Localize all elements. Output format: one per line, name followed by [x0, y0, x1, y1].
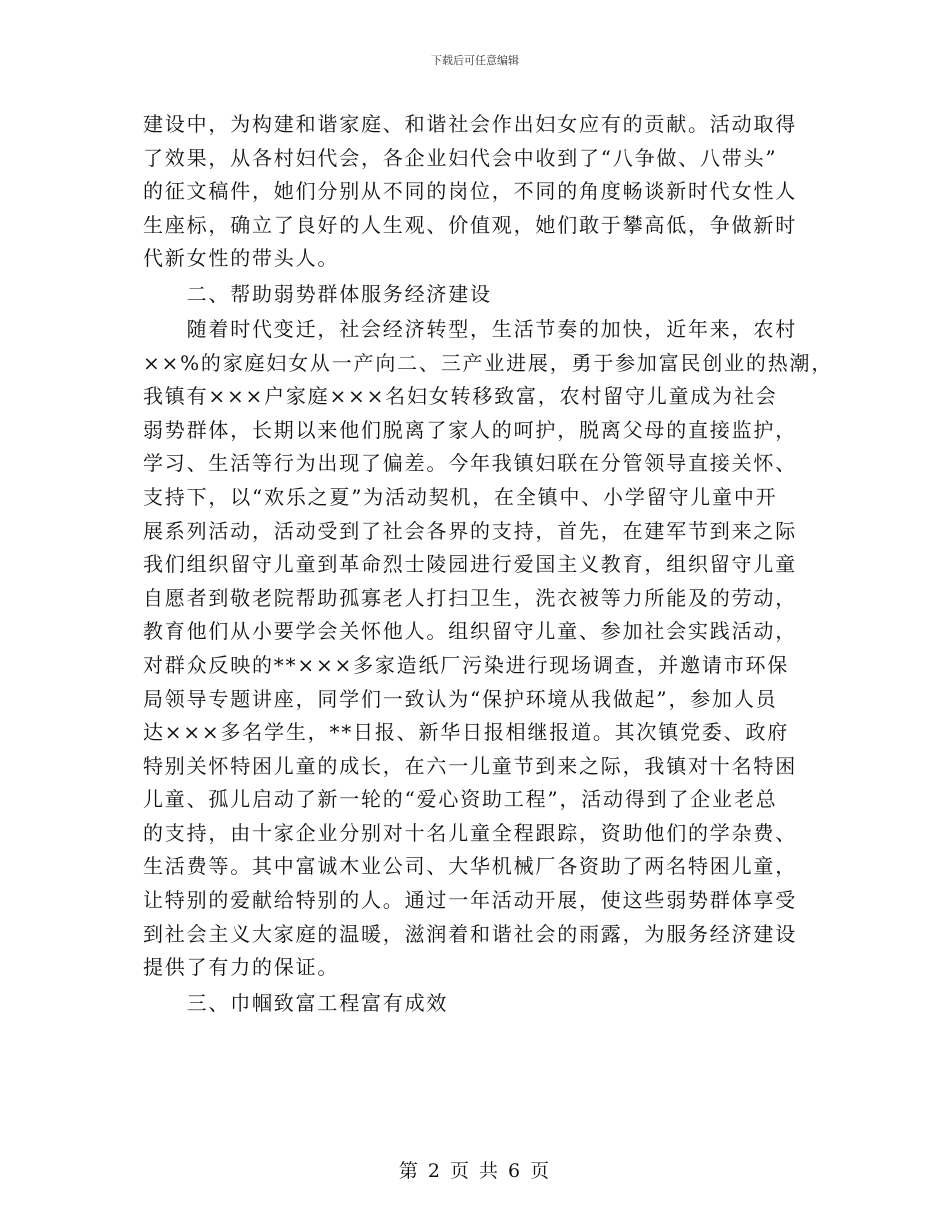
section-heading: 二、帮助弱势群体服务经济建设	[143, 281, 492, 306]
body-line: 建设中，为构建和谐家庭、和谐社会作出妇女应有的贡献。活动取得	[143, 112, 797, 136]
document-body	[143, 108, 834, 1022]
body-line: 随着时代变迁，社会经济转型，生活节奏的加快，近年来，农村	[143, 316, 797, 341]
body-line: 我镇有×××户家庭×××名妇女转移致富，农村留守儿童成为社会	[143, 384, 778, 409]
body-line: 让特别的爱献给特别的人。通过一年活动开展，使这些弱势群体享受	[143, 888, 797, 913]
body-line: 达×××多名学生，**日报、新华日报相继报道。其次镇党委、政府	[143, 720, 790, 745]
body-line: 弱势群体，长期以来他们脱离了家人的呵护，脱离父母的直接监护，	[143, 417, 797, 442]
body-line: 儿童、孤儿启动了新一轮的“爱心资助工程”，活动得到了企业老总	[143, 787, 778, 812]
body-line: 局领导专题讲座，同学们一致认为“保护环境从我做起”，参加人员	[143, 686, 778, 711]
body-line: 的征文稿件，她们分别从不同的岗位，不同的角度畅谈新时代女性人	[143, 179, 797, 204]
body-line: 提供了有力的保证。	[143, 955, 340, 980]
body-line: ××%的家庭妇女从一产向二、三产业进展，勇于参加富民创业的热潮，	[143, 350, 834, 375]
body-line: 生活费等。其中富诚木业公司、大华机械厂各资助了两名特困儿童，	[143, 854, 797, 879]
body-line: 我们组织留守儿童到革命烈士陵园进行爱国主义教育，组织留守儿童	[143, 552, 797, 577]
body-line: 代新女性的带头人。	[143, 246, 340, 271]
page-header-note: 下载后可任意编辑	[431, 54, 519, 67]
body-line: 了效果，从各村妇代会，各企业妇代会中收到了“八争做、八带头”	[143, 145, 778, 170]
body-line: 对群众反映的**×××多家造纸厂污染进行现场调查，并邀请市环保	[143, 652, 790, 677]
page-number: 第 2 页 共 6 页	[398, 1160, 552, 1182]
section-heading: 三、巾帼致富工程富有成效	[143, 990, 449, 1015]
body-line: 展系列活动，活动受到了社会各界的支持，首先，在建军节到来之际	[143, 518, 797, 543]
body-line: 自愿者到敬老院帮助孤寡老人打扫卫生，洗衣被等力所能及的劳动，	[143, 585, 797, 610]
body-line: 生座标，确立了良好的人生观、价值观，她们敢于攀高低，争做新时	[143, 212, 797, 237]
body-line: 教育他们从小要学会关怀他人。组织留守儿童、参加社会实践活动，	[143, 619, 797, 644]
body-line: 特别关怀特困儿童的成长，在六一儿童节到来之际，我镇对十名特困	[143, 753, 797, 778]
body-line: 支持下，以“欢乐之夏”为活动契机，在全镇中、小学留守儿童中开	[143, 484, 778, 509]
body-line: 到社会主义大家庭的温暖，滋润着和谐社会的雨露，为服务经济建设	[143, 921, 797, 946]
body-line: 的支持，由十家企业分别对十名儿童全程跟踪，资助他们的学杂费、	[143, 820, 797, 845]
body-line: 学习、生活等行为出现了偏差。今年我镇妇联在分管领导直接关怀、	[143, 451, 797, 476]
